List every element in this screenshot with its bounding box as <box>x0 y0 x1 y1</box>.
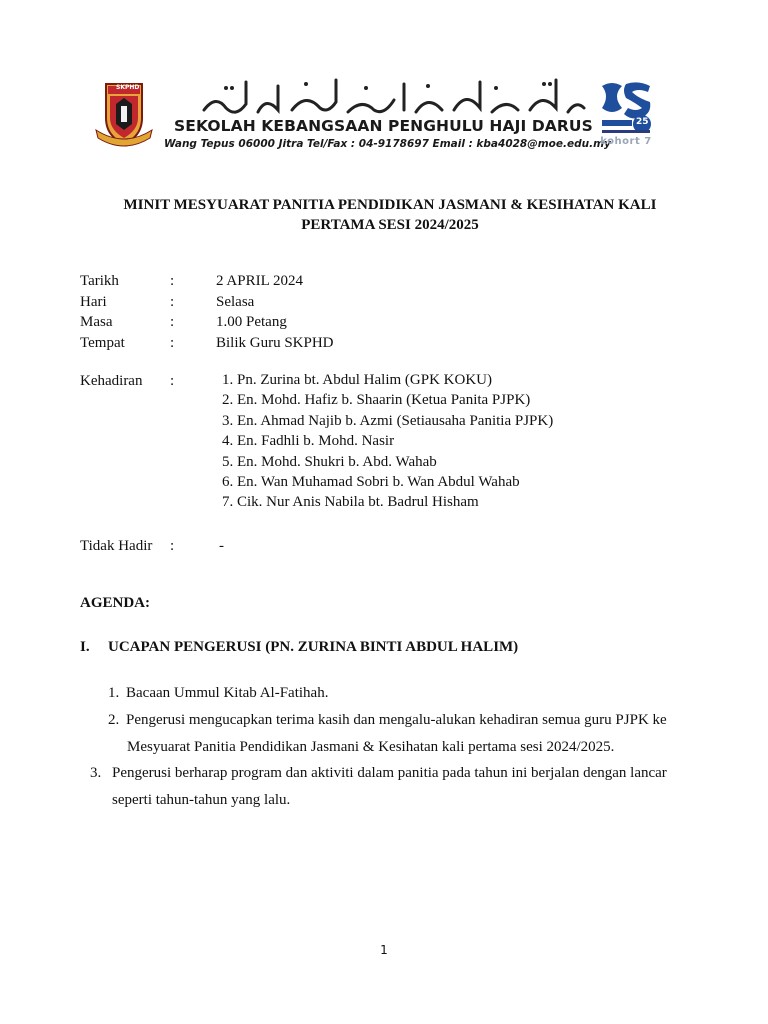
hari-label: Hari <box>80 294 107 310</box>
badge-text: kohort 7 <box>600 136 652 147</box>
masa-value: 1.00 Petang <box>216 314 287 330</box>
list-item: 5. En. Mohd. Shukri b. Abd. Wahab <box>222 453 437 470</box>
agenda-item-number: 3. <box>90 765 102 781</box>
agenda-item-number: 2. <box>108 712 120 728</box>
kehadiran-label: Kehadiran <box>80 373 143 389</box>
tidak-hadir-value: - <box>219 538 224 554</box>
colon: : <box>170 335 175 351</box>
title-line-1: MINIT MESYUARAT PANITIA PENDIDIKAN JASMANI & KESIHATAN KALI <box>123 197 657 213</box>
colon: : <box>170 314 175 330</box>
list-item: 6. En. Wan Muhamad Sobri b. Wan Abdul Wahab <box>222 474 520 491</box>
crest-label: SKPHD <box>116 84 140 91</box>
agenda-item-continuation: seperti tahun-tahun yang lalu. <box>112 792 291 808</box>
agenda-item-text: Pengerusi mengucapkan terima kasih dan mengalu-alukan kehadiran semua guru PJPK ke <box>126 712 667 728</box>
agenda-item-text: Pengerusi berharap program dan aktiviti dalam panitia pada tahun ini berjalan dengan lancar <box>112 765 667 781</box>
tarikh-label: Tarikh <box>80 273 119 289</box>
colon: : <box>170 373 175 389</box>
page-number: 1 <box>380 943 388 957</box>
agenda-item-continuation: Mesyuarat Panitia Pendidikan Jasmani & Kesihatan kali pertama sesi 2024/2025. <box>127 739 615 755</box>
hari-value: Selasa <box>216 294 255 310</box>
colon: : <box>170 273 175 289</box>
list-item: 4. En. Fadhli b. Mohd. Nasir <box>222 433 395 450</box>
school-name: SEKOLAH KEBANGSAAN PENGHULU HAJI DARUS <box>174 117 593 135</box>
section-title: UCAPAN PENGERUSI (PN. ZURINA BINTI ABDUL HALIM) <box>108 639 519 655</box>
attendance-list <box>222 370 553 513</box>
masa-label: Masa <box>80 314 113 330</box>
agenda-heading: AGENDA: <box>80 595 150 611</box>
tempat-label: Tempat <box>80 335 125 351</box>
tidak-hadir-label: Tidak Hadir <box>80 538 153 554</box>
school-contact: Wang Tepus 06000 Jitra Tel/Fax : 04-9178697 Email : kba4028@moe.edu.my <box>164 138 611 150</box>
agenda-item-number: 1. <box>108 685 120 701</box>
document-title <box>80 195 700 235</box>
badge-number: 25 <box>636 117 649 127</box>
list-item: 7. Cik. Nur Anis Nabila bt. Badrul Hisham <box>222 494 479 511</box>
colon: : <box>170 538 175 554</box>
tarikh-value: 2 APRIL 2024 <box>216 273 303 289</box>
agenda-item-text: Bacaan Ummul Kitab Al-Fatihah. <box>126 685 329 701</box>
list-item: 3. En. Ahmad Najib b. Azmi (Setiausaha Panitia PJPK) <box>222 412 554 429</box>
title-line-2: PERTAMA SESI 2024/2025 <box>301 217 479 233</box>
colon: : <box>170 294 175 310</box>
list-item: 1. Pn. Zurina bt. Abdul Halim (GPK KOKU) <box>222 372 492 388</box>
list-item: 2. En. Mohd. Hafiz b. Shaarin (Ketua Panita PJPK) <box>222 392 531 409</box>
jawi-school-name-calligraphy <box>196 74 590 118</box>
section-number: I. <box>80 639 90 655</box>
tempat-value: Bilik Guru SKPHD <box>216 335 334 351</box>
